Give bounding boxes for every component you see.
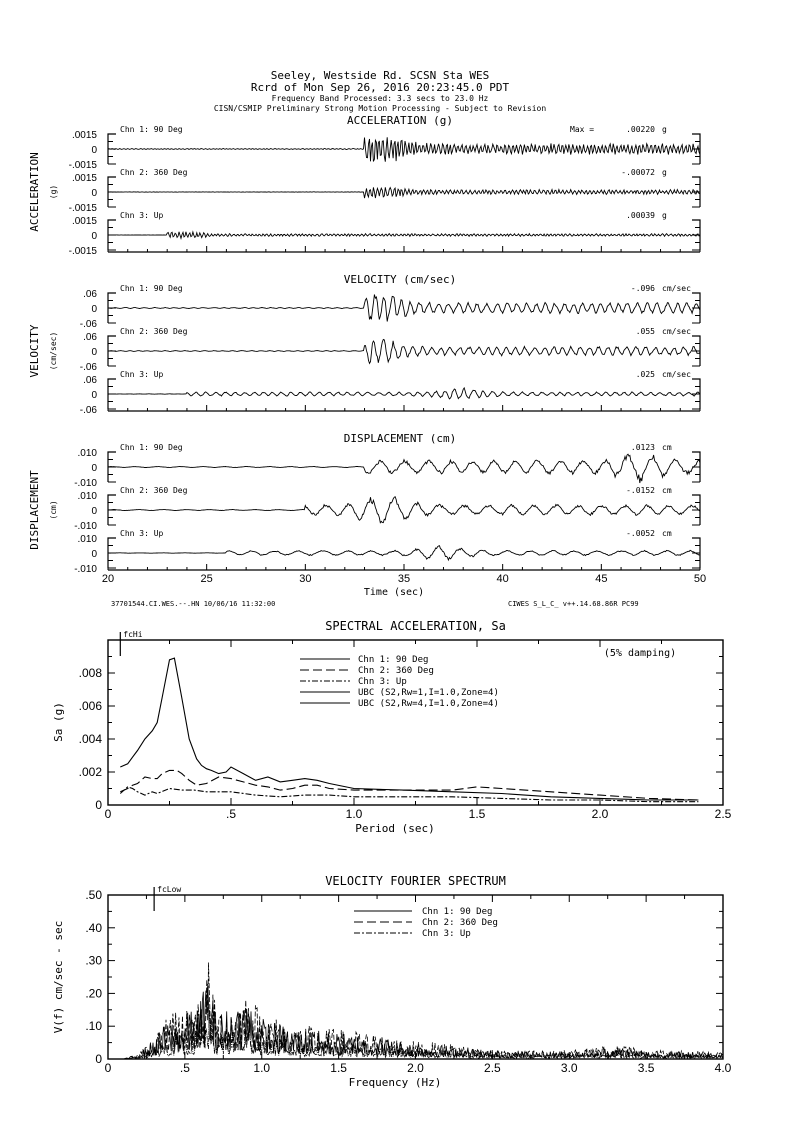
header-record: Rcrd of Mon Sep 26, 2016 20:23:45.0 PDT <box>250 81 510 94</box>
legend-label: Chn 3: Up <box>422 929 471 939</box>
x-tick-label: 3.0 <box>560 1061 578 1075</box>
y-tick-label: .010 <box>77 534 97 545</box>
peak-value: .025 <box>635 370 655 379</box>
y-axis-label: VELOCITY <box>28 324 41 378</box>
y-tick-label: .40 <box>85 920 102 935</box>
velocity-panel <box>28 273 700 416</box>
peak-value: -.0152 <box>626 486 655 495</box>
y-tick-label: .0015 <box>71 216 97 227</box>
header-processing: CISN/CSMIP Preliminary Strong Motion Processing - Subject to Revision <box>213 104 547 113</box>
y-axis-unit: (cm) <box>49 500 58 520</box>
y-tick-label: 0 <box>91 463 97 474</box>
x-tick-label: 2.0 <box>407 1061 424 1075</box>
x-tick-label: 1.5 <box>330 1061 347 1075</box>
y-tick-label: .004 <box>78 732 102 746</box>
y-tick-label: .0015 <box>71 173 97 184</box>
cutoff-label: fcHi <box>123 630 143 639</box>
trace-line <box>108 187 700 198</box>
cutoff-label: fcLow <box>157 885 182 894</box>
y-tick-label: -.010 <box>74 564 97 575</box>
peak-unit: cm/sec <box>662 327 691 336</box>
channel-label: Chn 1: 90 Deg <box>120 443 183 452</box>
x-tick-label: 25 <box>200 573 213 585</box>
y-tick-label: 0 <box>91 549 97 560</box>
x-tick-label: 0 <box>104 807 112 821</box>
y-axis-label: ACCELERATION <box>28 152 41 232</box>
trace-line <box>108 546 700 560</box>
channel-label: Chn 1: 90 Deg <box>120 284 183 293</box>
acceleration-panel <box>28 114 700 257</box>
x-axis-label: Time (sec) <box>363 587 425 598</box>
legend-label: Chn 2: 360 Deg <box>422 918 498 928</box>
x-tick-label: 3.5 <box>637 1061 655 1075</box>
x-axis-label: Period (sec) <box>355 822 435 835</box>
legend-label: Chn 3: Up <box>358 677 407 687</box>
trace-line <box>108 232 700 239</box>
y-tick-label: 0 <box>91 145 97 156</box>
channel-trace-chn2 <box>69 168 700 214</box>
y-tick-label: -.010 <box>74 521 97 532</box>
y-tick-label: 0 <box>91 231 97 242</box>
footer-record-id: 37701544.CI.WES.--.HN 10/06/16 11:32:00 <box>111 600 276 608</box>
y-tick-label: 0 <box>91 506 97 517</box>
displacement-panel <box>28 432 706 608</box>
header-band: Frequency Band Processed: 3.3 secs to 23.0 Hz <box>271 94 489 103</box>
y-tick-label: 0 <box>91 390 97 401</box>
chart-title: VELOCITY FOURIER SPECTRUM <box>325 874 506 888</box>
y-tick-label: .06 <box>83 289 97 300</box>
legend-label: Chn 1: 90 Deg <box>422 907 493 917</box>
y-tick-label: 0 <box>91 188 97 199</box>
channel-label: Chn 3: Up <box>120 370 164 379</box>
channel-trace-chn2 <box>74 486 700 532</box>
x-tick-label: 2.5 <box>714 807 732 821</box>
peak-value: .0123 <box>630 443 655 452</box>
channel-trace-chn1 <box>80 284 700 330</box>
x-tick-label: .5 <box>179 1061 190 1075</box>
trace-line <box>108 295 700 322</box>
x-tick-label: .5 <box>225 807 237 821</box>
x-tick-label: 30 <box>299 573 312 585</box>
series-line-chn1 <box>120 658 698 800</box>
channel-trace-chn1 <box>69 125 700 171</box>
peak-value: .00220 <box>626 125 655 134</box>
channel-label: Chn 2: 360 Deg <box>120 168 188 177</box>
x-tick-label: 2.5 <box>484 1061 501 1075</box>
y-tick-label: -.0015 <box>68 246 97 257</box>
x-tick-label: 1.0 <box>345 807 363 821</box>
legend-label: Chn 1: 90 Deg <box>358 655 429 665</box>
peak-value: .00039 <box>626 211 655 220</box>
damping-note: (5% damping) <box>603 648 677 659</box>
channel-trace-chn3 <box>80 370 700 416</box>
trace-line <box>108 497 700 523</box>
panel-title: ACCELERATION (g) <box>347 114 453 127</box>
y-tick-label: .10 <box>85 1019 102 1034</box>
trace-line <box>108 137 700 161</box>
x-tick-label: 4.0 <box>714 1061 732 1075</box>
peak-unit: g <box>662 125 667 134</box>
x-tick-label: 2.0 <box>591 807 609 821</box>
series-line-chn2 <box>120 770 698 800</box>
y-tick-label: .30 <box>85 953 102 968</box>
velocity-fourier-chart <box>52 874 732 1089</box>
x-tick-label: 1.5 <box>468 807 486 821</box>
x-tick-label: 20 <box>101 573 115 585</box>
y-tick-label: .0015 <box>71 130 97 141</box>
channel-label: Chn 2: 360 Deg <box>120 486 188 495</box>
x-tick-label: 50 <box>693 573 707 585</box>
channel-label: Chn 2: 360 Deg <box>120 327 188 336</box>
peak-unit: cm/sec <box>662 284 691 293</box>
peak-unit: cm <box>662 529 672 538</box>
y-tick-label: .20 <box>85 986 102 1001</box>
y-tick-label: -.06 <box>79 319 97 330</box>
channel-label: Chn 1: 90 Deg <box>120 125 183 134</box>
peak-unit: cm/sec <box>662 370 691 379</box>
y-axis-label: DISPLACEMENT <box>28 470 41 550</box>
y-axis-unit: (g) <box>49 184 58 200</box>
channel-trace-chn3 <box>74 529 700 575</box>
y-tick-label: 0 <box>95 798 102 812</box>
y-tick-label: .010 <box>77 448 97 459</box>
legend-label: UBC (S2,Rw=1,I=1.0,Zone=4) <box>358 688 499 698</box>
channel-label: Chn 3: Up <box>120 211 164 220</box>
x-tick-label: 0 <box>104 1061 112 1075</box>
panel-title: DISPLACEMENT (cm) <box>343 432 457 445</box>
peak-unit: g <box>662 168 667 177</box>
peak-value: -.0052 <box>626 529 655 538</box>
y-axis-unit: (cm/sec) <box>49 331 58 371</box>
trace-line <box>108 454 700 483</box>
y-tick-label: 0 <box>91 347 97 358</box>
y-tick-label: -.06 <box>79 362 97 373</box>
x-tick-label: 40 <box>496 573 509 585</box>
y-tick-label: -.010 <box>74 478 97 489</box>
header-station: Seeley, Westside Rd. SCSN Sta WES <box>270 69 490 82</box>
trace-line <box>108 388 700 399</box>
x-tick-label: 1.0 <box>253 1061 271 1075</box>
y-tick-label: .06 <box>83 332 97 343</box>
channel-label: Chn 3: Up <box>120 529 164 538</box>
trace-line <box>108 339 700 363</box>
peak-value: .055 <box>635 327 655 336</box>
peak-value: -.00072 <box>621 168 655 177</box>
y-tick-label: -.0015 <box>68 203 97 214</box>
legend-label: UBC (S2,Rw=4,I=1.0,Zone=4) <box>358 699 499 709</box>
x-tick-label: 35 <box>397 573 411 585</box>
footer-processing-id: CIWES S_L_C_ v++.14.68.86R PC99 <box>508 600 639 608</box>
y-axis-label: V(f) cm/sec - sec <box>52 920 65 1034</box>
y-tick-label: .002 <box>78 765 102 779</box>
chart-title: SPECTRAL ACCELERATION, Sa <box>325 619 506 633</box>
x-axis-label: Frequency (Hz) <box>348 1076 442 1089</box>
y-tick-label: .06 <box>83 375 97 386</box>
y-tick-label: .010 <box>77 491 97 502</box>
max-label: Max = <box>570 125 595 134</box>
y-tick-label: .50 <box>85 888 102 902</box>
y-tick-label: .008 <box>78 666 102 680</box>
y-tick-label: 0 <box>95 1052 102 1066</box>
peak-value: -.096 <box>630 284 655 293</box>
series-line-chn3 <box>120 787 698 802</box>
panel-title: VELOCITY (cm/sec) <box>343 273 457 286</box>
spectral-acceleration-chart <box>52 619 732 835</box>
peak-unit: g <box>662 211 667 220</box>
y-tick-label: 0 <box>91 304 97 315</box>
x-tick-label: 45 <box>595 573 608 585</box>
channel-trace-chn2 <box>80 327 700 373</box>
peak-unit: cm <box>662 486 672 495</box>
y-tick-label: .006 <box>78 699 102 713</box>
y-tick-label: -.06 <box>79 405 97 416</box>
legend-label: Chn 2: 360 Deg <box>358 666 434 676</box>
y-tick-label: -.0015 <box>68 160 97 171</box>
channel-trace-chn1 <box>74 443 700 489</box>
peak-unit: cm <box>662 443 672 452</box>
y-axis-label: Sa (g) <box>52 702 65 742</box>
